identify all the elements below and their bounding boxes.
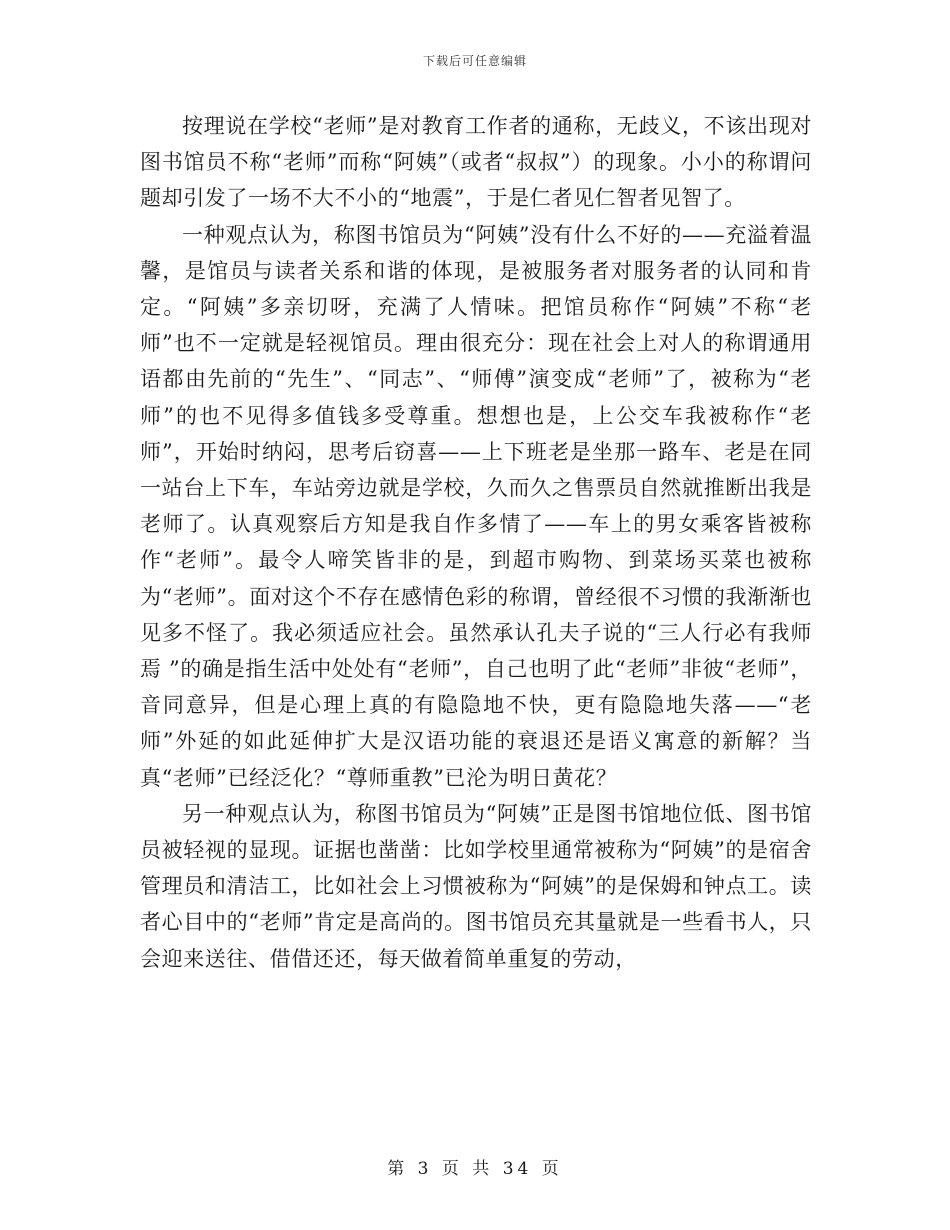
paragraph-2: 一种观点认为，称图书馆员为“阿姨”没有什么不好的——充溢着温馨，是馆员与读者关系和谐的体现，是被服务者对服务者的认同和肯定。“阿姨”多亲切呀，充满了人情味。把馆员称作“阿姨”不称“老师”也不一定就是轻视馆员。理由很充分：现在社会上对人的称谓通用语都由先前的“先生”、“同志”、“师傅”演变成“老师”了，被称为“老师”的也不见得多值钱多受尊重。想想也是，上公交车我被称作“老师”，开始时纳闷，思考后窃喜——上下班老是坐那一路车、老是在同一站台上下车，车站旁边就是学校，久而久之售票员自然就推断出我是老师了。认真观察后方知是我自作多情了——车上的男女乘客皆被称作“老师”。最令人啼笑皆非的是，到超市购物、到菜场买菜也被称为“老师”。面对这个不存在感情色彩的称谓，曾经很不习惯的我渐渐也见多不怪了。我必须适应社会。虽然承认孔夫子说的“三人行必有我师焉 ”的确是指生活中处处有“老师”，自己也明了此“老师”非彼“老师”，音同意异，但是心理上真的有隐隐地不快，更有隐隐地失落——“老师”外延的如此延伸扩大是汉语功能的衰退还是语义寓意的新解？当真“老师”已经泛化？“尊师重教”已沦为明日黄花？: [140, 222, 812, 790]
page-header: 下载后可任意编辑: [422, 54, 527, 68]
page-number-footer: 第 3 页 共 34 页: [387, 1159, 563, 1179]
paragraph-1: 按理说在学校“老师”是对教育工作者的通称，无歧义，不该出现对图书馆员不称“老师”而称“阿姨”（或者“叔叔”）的现象。小小的称谓问题却引发了一场不大不小的“地震”，于是仁者见仁智者见智了。: [140, 114, 812, 211]
paragraph-3: 另一种观点认为，称图书馆员为“阿姨”正是图书馆地位低、图书馆员被轻视的显现。证据也凿凿：比如学校里通常被称为“阿姨”的是宿舍管理员和清洁工，比如社会上习惯被称为“阿姨”的是保姆和钟点工。读者心目中的“老师”肯定是高尚的。图书馆员充其量就是一些看书人，只会迎来送往、借借还还，每天做着简单重复的劳动，: [140, 801, 812, 971]
document-body: [140, 108, 812, 977]
